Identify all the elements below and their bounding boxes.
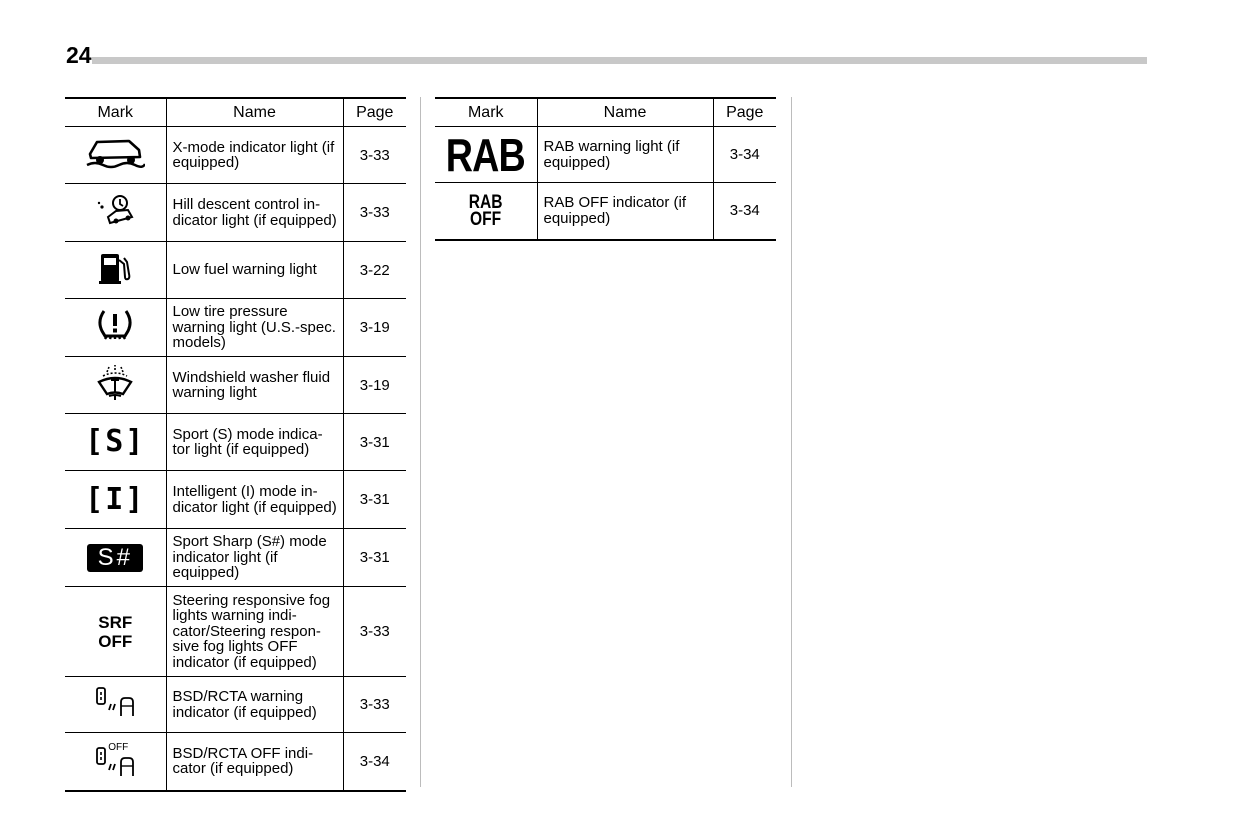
indicator-name: BSD/RCTA warning indicator (if equipped) [166,677,343,733]
indicator-name: Sport Sharp (S#) mode indicator light (if equipped) [166,529,343,587]
table-header-row [435,98,776,127]
table-row [65,242,406,299]
rab-off-icon-line1: RAB [468,191,503,213]
page-ref: 3-31 [343,414,406,471]
table-row [65,733,406,791]
table-row [435,127,776,183]
x-mode-icon [85,136,145,175]
table-row [65,357,406,414]
mark-cell [65,414,166,471]
page-ref: 3-33 [343,677,406,733]
header-rule [92,57,1147,64]
mark-cell [65,242,166,299]
mark-cell [65,127,166,184]
tire-pressure-icon [95,307,135,348]
table-row [65,127,406,184]
header-mark: Mark [65,98,166,127]
page-ref: 3-34 [713,127,776,183]
page-ref: 3-34 [343,733,406,791]
mark-cell [65,733,166,791]
header-page: Page [713,98,776,127]
page-ref: 3-34 [713,183,776,240]
indicator-table-right [435,97,776,241]
table-row [435,183,776,240]
header-page: Page [343,98,406,127]
washer-fluid-icon [95,364,135,407]
mark-cell [65,471,166,529]
header-mark: Mark [435,98,537,127]
table-row [65,587,406,677]
mark-cell [435,183,537,240]
table-header-row [65,98,406,127]
indicator-name: RAB warning light (if equipped) [537,127,713,183]
indicator-name: BSD/RCTA OFF indi-cator (if equipped) [166,733,343,791]
page-ref: 3-19 [343,299,406,357]
indicator-name: Sport (S) mode indica-tor light (if equipped) [166,414,343,471]
page-ref: 3-31 [343,471,406,529]
bsd-rcta-off-label: OFF [108,742,129,754]
srf-off-icon-line2: OFF [98,631,133,651]
indicator-name: Steering responsive fog lights warning indi-cator/Steering respon-sive fog lights OFF indicator (if equipped) [166,587,343,677]
srf-off-icon-line1: SRF [98,612,133,632]
indicator-name: Windshield washer fluid warning light [166,357,343,414]
mark-cell [65,587,166,677]
page-ref: 3-33 [343,127,406,184]
column-divider-left [420,97,421,787]
indicator-name: X-mode indicator light (if equipped) [166,127,343,184]
sport-mode-icon: [S] [85,424,146,459]
indicator-name: Low tire pressure warning light (U.S.-spec. models) [166,299,343,357]
rab-off-icon [468,191,503,230]
table-row [65,184,406,242]
indicator-name: Hill descent control in-dicator light (if equipped) [166,184,343,242]
table-row [65,299,406,357]
mark-cell [435,127,537,183]
mark-cell [65,529,166,587]
page-ref: 3-22 [343,242,406,299]
page-ref: 3-33 [343,184,406,242]
header-name: Name [166,98,343,127]
page-ref: 3-19 [343,357,406,414]
table-row [65,414,406,471]
page-ref: 3-33 [343,587,406,677]
header-name: Name [537,98,713,127]
indicator-name: RAB OFF indicator (if equipped) [537,183,713,240]
fuel-pump-icon [97,250,133,291]
bsd-rcta-off-icon [93,744,137,778]
indicator-name: Intelligent (I) mode in-dicator light (if equipped) [166,471,343,529]
sport-sharp-icon: S# [87,544,143,572]
mark-cell [65,357,166,414]
intelligent-mode-icon: [I] [85,481,146,517]
table-row [65,471,406,529]
mark-cell [65,299,166,357]
mark-cell [65,184,166,242]
page-number: 24 [66,42,92,68]
hill-descent-icon [94,193,136,232]
table-row [65,677,406,733]
page-ref: 3-31 [343,529,406,587]
srf-off-icon [98,613,132,651]
mark-cell [65,677,166,733]
column-divider-right [791,97,792,787]
table-row [65,529,406,587]
bsd-rcta-icon [93,686,137,723]
indicator-name: Low fuel warning light [166,242,343,299]
indicator-table-left [65,97,406,792]
rab-off-icon-line2: OFF [470,208,502,230]
rab-icon: RAB [446,128,526,181]
